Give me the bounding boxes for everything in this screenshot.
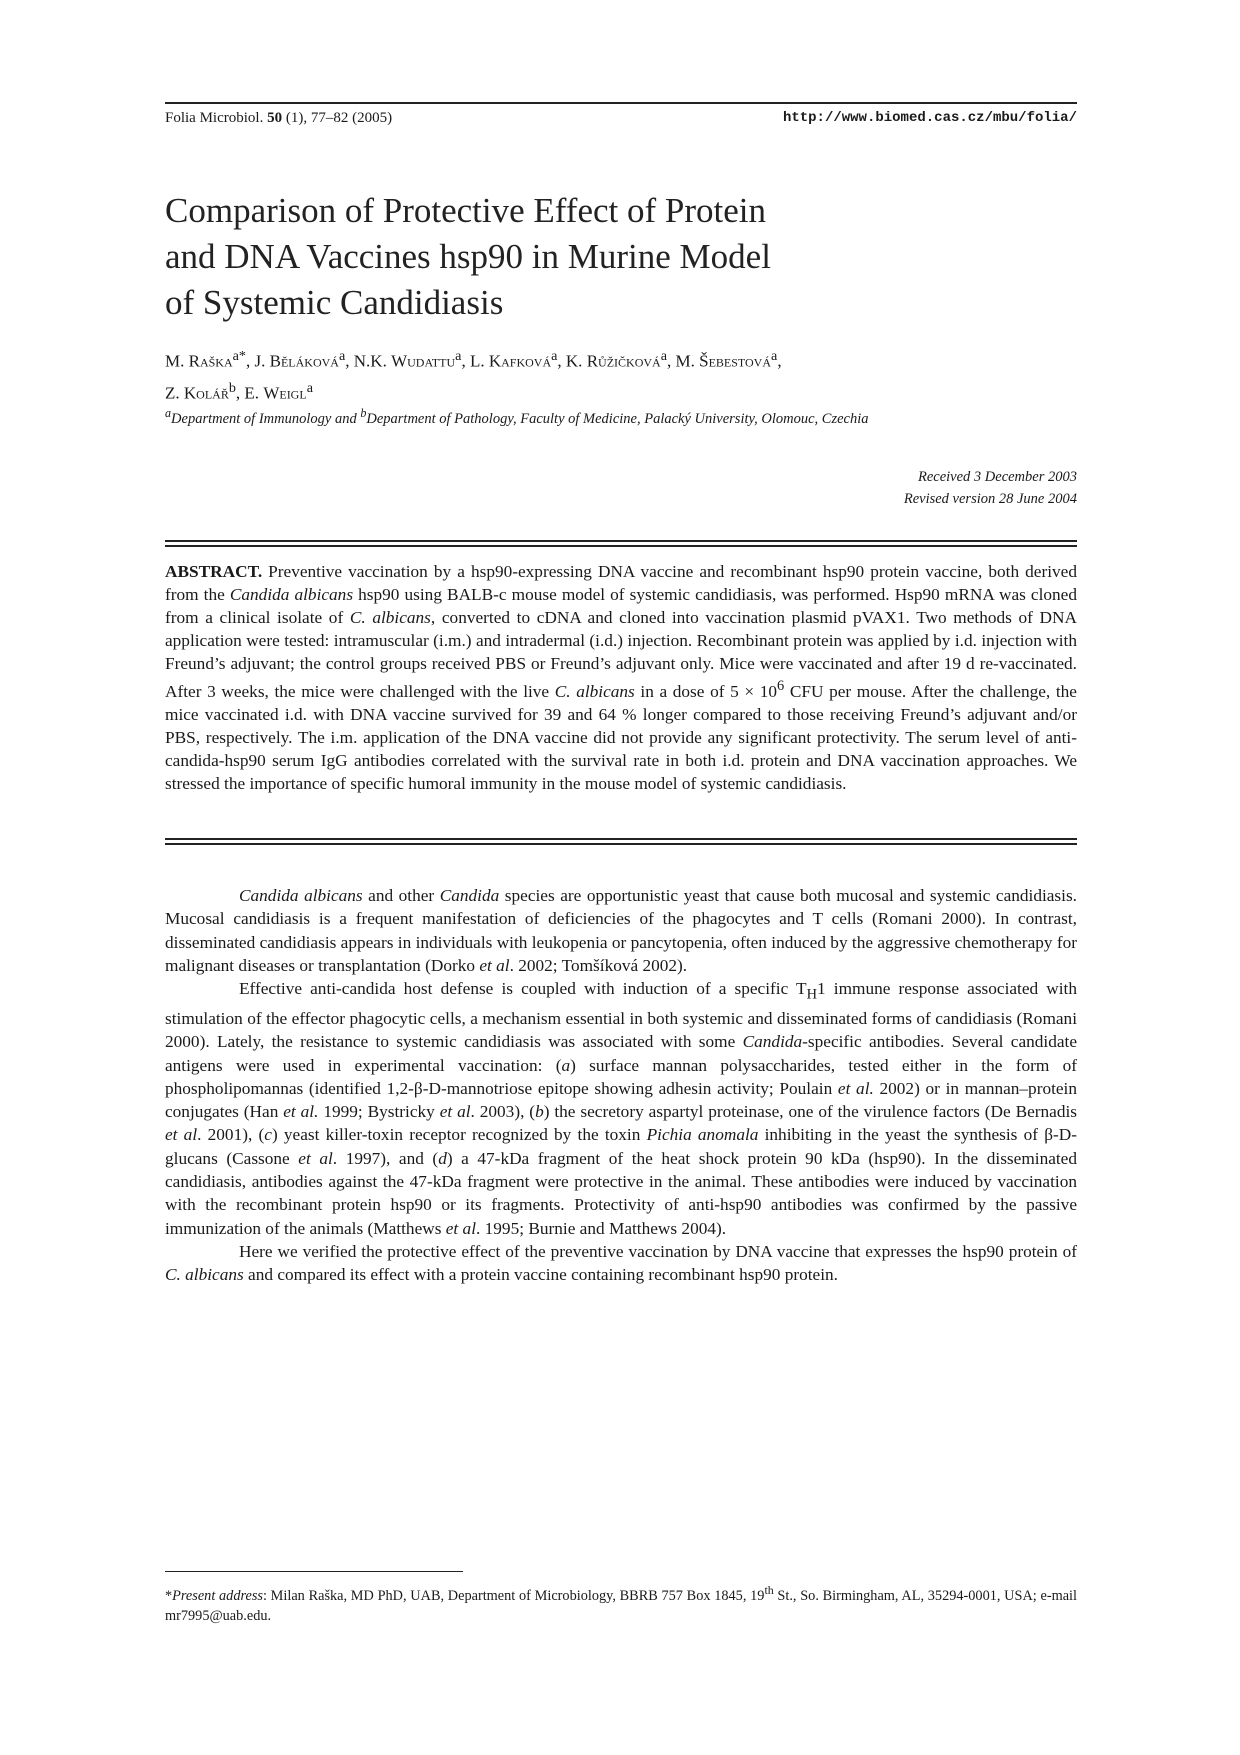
journal-url-link[interactable]: http://www.biomed.cas.cz/mbu/folia/: [782, 110, 1077, 126]
article-title: Comparison of Protective Effect of Protein and DNA Vaccines hsp90 in Murine Model of Systemic Candidiasis: [165, 191, 771, 322]
paragraph-2: Effective anti-candida host defense is coupled with induction of a specific $T_H1$ immune response associated with stimulation of the effector phagocytic cells, a mechanism essential in both systemic and disseminated forms of candidiasis (Romani 2000). Lately, the resistance to systemic candidiasis was associated with some Candida-specific antibodies. Several candidate antigens were used in experimental vaccination: (a) surface mannan polysaccharides, tested either in the form of phospholipomannas (identified 1,2-β-D-mannotriose epitope showing adhesin activity; Poulain et al. 2002) or in mannan–protein conjugates (Han et al. 1999; Bystricky et al. 2003), (b) the secretory aspartyl proteinase, one of the virulence factors (De Bernadis et al. 2001), (c) yeast killer-toxin receptor recognized by the toxin Pichia anomala inhibiting in the yeast the synthesis of β-D-glucans (Cassone et al. 1997), and (d) a 47-kDa fragment of the heat shock protein 90 kDa (hsp90). In the disseminated candidiasis, antibodies against the 47-kDa fragment were protective in the animal. These antibodies were induced by vaccination with the recombinant protein hsp90 or its fragments. Protectivity of anti-hsp90 antibodies was confirmed by the passive immunization of the animals (Matthews et al. 1995; Burnie and Matthews 2004).: [165, 979, 1078, 1238]
journal-citation: Folia Microbiol. 50 (1), 77–82 (2005): [165, 110, 393, 126]
author-list: M. Raška$^{a*}$, J. Běláková$^a$, N.K. Wudattu$^a$, L. Kafková$^a$, K. Růžičková$^a$, M. Šebestová$^a$, Z. Kolář$^b$, E. Weigl$^a$: [165, 348, 782, 403]
running-header: [165, 110, 1077, 134]
footnote-rule: [165, 1571, 463, 1572]
footnote: *Present address: Milan Raška, MD PhD, UAB, Department of Microbiology, BBRB 757 Box 1845, 19th St., So. Birmingham, AL, 35294-0001, USA; e-mail mr7995@uab.edu.: [165, 1583, 1077, 1624]
abstract-bottom-rule: [165, 838, 1077, 845]
received-dates: Received 3 December 2003 Revised version 28 June 2004: [903, 469, 1077, 507]
body-text: [165, 884, 1077, 1287]
abstract-top-rule: [165, 540, 1077, 547]
affiliations: $^a$Department of Immunology and $^b$Department of Pathology, Faculty of Medicine, Palacký University, Olomouc, Czechia: [165, 406, 869, 427]
paragraph-3: Here we verified the protective effect of the preventive vaccination by DNA vaccine that expresses the hsp90 protein of C. albicans and compared its effect with a protein vaccine containing recombinant hsp90 protein.: [165, 1241, 1077, 1285]
abstract: ABSTRACT. Preventive vaccination by a hsp90-expressing DNA vaccine and recombinant hsp90 protein vaccine, both derived from the Candida albicans hsp90 using BALB-c mouse model of systemic candidiasis, was performed. Hsp90 mRNA was cloned from a clinical isolate of C. albicans, converted to cDNA and cloned into vaccination plasmid pVAX1. Two methods of DNA application were tested: intramuscular (i.m.) and intradermal (i.d.) injection. Recombinant protein was applied by i.d. injection with Freund’s adjuvant; the control groups received PBS or Freund’s adjuvant only. Mice were vaccinated and after 19 d re-vaccinated. After 3 weeks, the mice were challenged with the live C. albicans in a dose of $5 \times 10^6$ CFU per mouse. After the challenge, the mice vaccinated i.d. with DNA vaccine survived for 39 and 64 % longer compared to those receiving Freund’s adjuvant and/or PBS, respectively. The i.m. application of the DNA vaccine did not provide any significant protectivity. The serum level of anti-candida-hsp90 serum IgG antibodies correlated with the survival rate in both i.d. protein and DNA vaccination approaches. We stressed the importance of specific humoral immunity in the mouse model of systemic candidiasis.: [165, 562, 1077, 793]
paragraph-1: Candida albicans and other Candida species are opportunistic yeast that cause both mucosal and systemic candidiasis. Mucosal candidiasis is a frequent manifestation of deficiencies of the phagocytes and T cells (Romani 2000). In contrast, disseminated candidiasis appears in individuals with leukopenia or pancytopenia, often induced by the aggressive chemotherapy for malignant diseases or transplantation (Dorko et al. 2002; Tomšíková 2002).: [165, 886, 1077, 975]
top-rule: [165, 102, 1077, 104]
abstract-label: ABSTRACT.: [165, 562, 263, 581]
